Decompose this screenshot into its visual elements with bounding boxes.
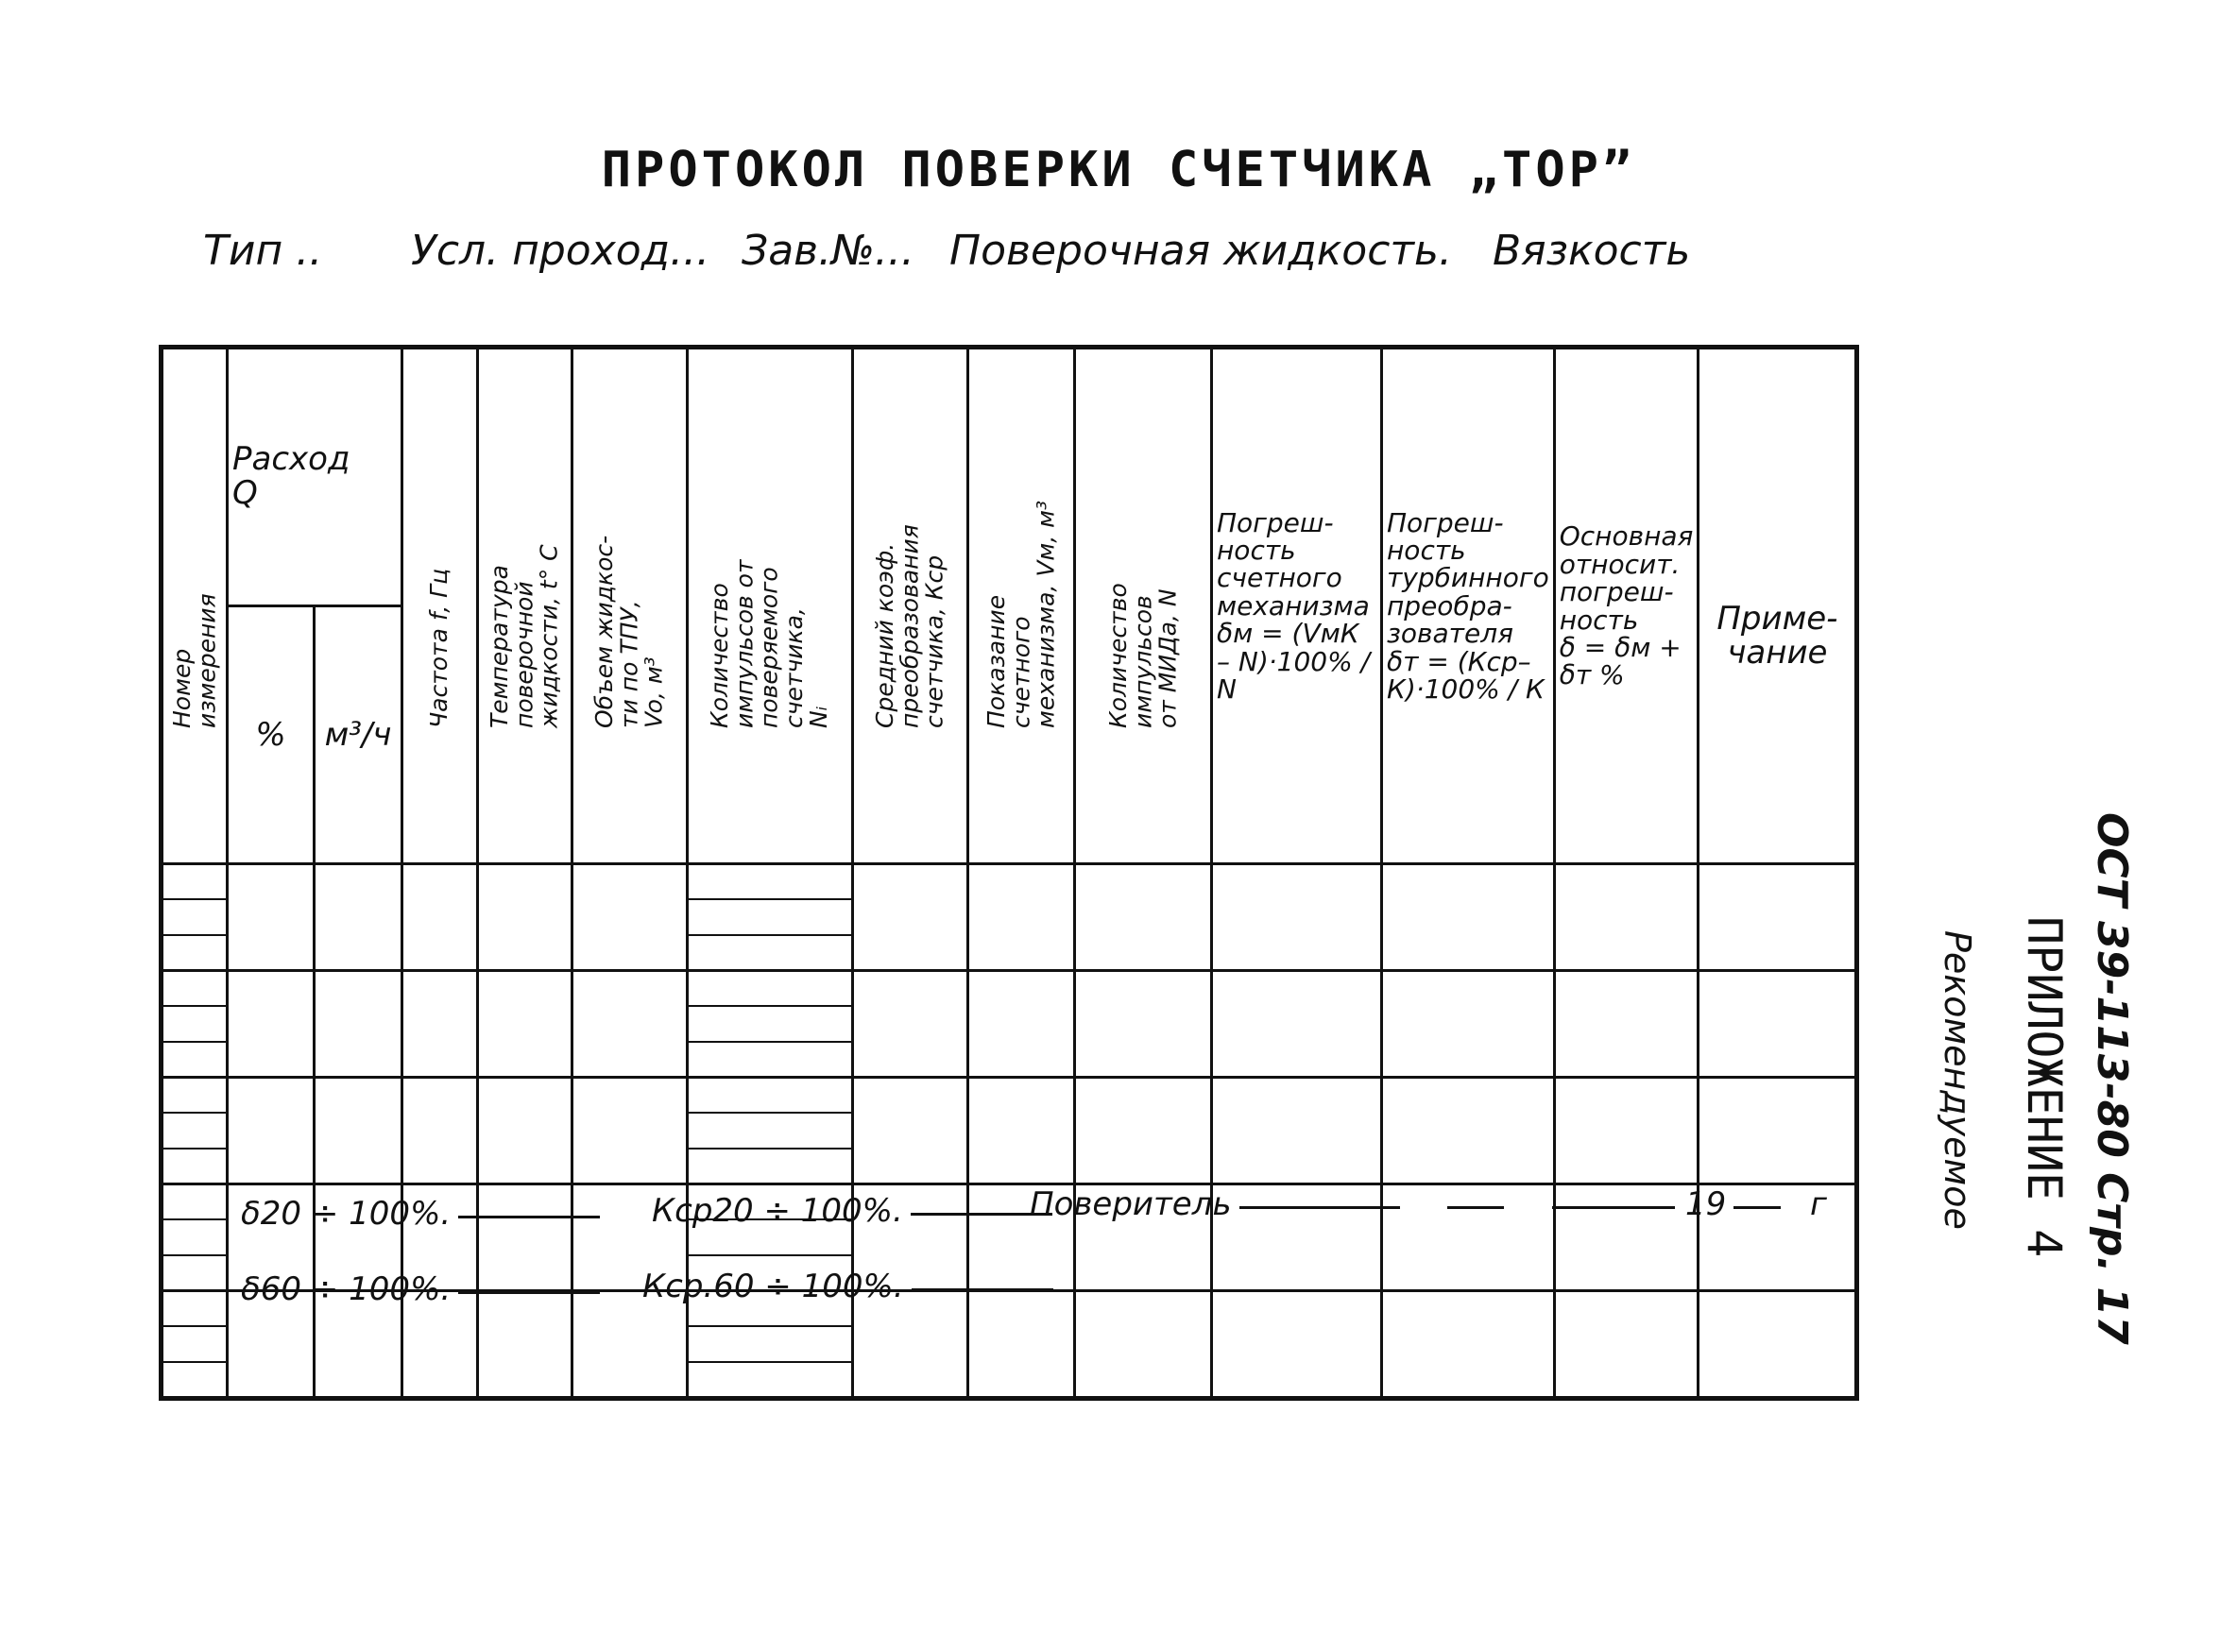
table-cell[interactable] (315, 1078, 402, 1184)
header-serial-number: Зав.№... (742, 227, 914, 275)
table-row (162, 971, 1857, 1078)
table-cell[interactable] (162, 971, 228, 1078)
col-measurement-number: Номер измерения (162, 348, 228, 864)
table-cell[interactable] (1212, 1078, 1382, 1184)
table-cell[interactable] (1699, 971, 1857, 1078)
recommended-label: Рекомендуемое (1937, 930, 1978, 1230)
table-cell[interactable] (1075, 1078, 1212, 1184)
table-cell[interactable] (1382, 864, 1555, 971)
table-cell[interactable] (1554, 864, 1699, 971)
table-cell[interactable] (1699, 1078, 1857, 1184)
col-turbine-error: Погреш- ность турбинного преобра- зователя δт = (Кср–К)·100% / К (1382, 348, 1555, 864)
blank-line[interactable] (1239, 1202, 1400, 1209)
footer-delta20: δ20 ÷ 100%. (241, 1195, 600, 1233)
table-cell[interactable] (1382, 1291, 1555, 1399)
table-cell[interactable] (228, 971, 315, 1078)
table-cell[interactable] (478, 1078, 572, 1184)
table-cell[interactable] (572, 971, 688, 1078)
header-nominal-bore: Усл. проход... (411, 227, 710, 275)
table-cell[interactable] (1212, 864, 1382, 971)
table-cell[interactable] (162, 1078, 228, 1184)
table-cell[interactable] (402, 864, 478, 971)
table-cell[interactable] (688, 1291, 853, 1399)
blank-line[interactable] (458, 1287, 600, 1294)
col-pulse-count-mid: Количество импульсов от МИДа, N (1075, 348, 1212, 864)
table-cell[interactable] (1554, 1291, 1699, 1399)
table-cell[interactable] (1382, 1078, 1555, 1184)
table-cell[interactable] (1075, 1291, 1212, 1399)
table-row (162, 864, 1857, 971)
table-cell[interactable] (688, 971, 853, 1078)
table-cell[interactable] (853, 1291, 968, 1399)
table-cell[interactable] (968, 1291, 1075, 1399)
table-cell[interactable] (228, 864, 315, 971)
footer-verifier: Поверитель 19 г (1030, 1185, 1827, 1223)
col-frequency: Частота f, Гц (402, 348, 478, 864)
table-cell[interactable] (1382, 971, 1555, 1078)
header-type: Тип .. (203, 227, 323, 275)
table-cell[interactable] (688, 864, 853, 971)
blank-line[interactable] (1733, 1202, 1781, 1209)
blank-line[interactable] (1552, 1202, 1675, 1209)
year-suffix: г (1810, 1185, 1827, 1223)
header-viscosity: Вязкость (1493, 227, 1691, 275)
blank-line[interactable] (458, 1212, 600, 1218)
table-cell[interactable] (853, 971, 968, 1078)
blank-line[interactable] (1447, 1202, 1504, 1209)
table-row (162, 1078, 1857, 1184)
table-cell[interactable] (968, 864, 1075, 971)
table-cell[interactable] (1554, 971, 1699, 1078)
table-cell[interactable] (402, 1078, 478, 1184)
col-avg-conversion-coef: Средний коэф. преобразования счетчика, Кср (853, 348, 968, 864)
table-cell[interactable] (162, 1184, 228, 1291)
table-cell[interactable] (228, 1078, 315, 1184)
table-cell[interactable] (1212, 971, 1382, 1078)
col-volume-tpu: Объем жидкос- ти по ТПУ, Vo, м³ (572, 348, 688, 864)
document-title: ПРОТОКОЛ ПОВЕРКИ СЧЕТЧИКА „ТОР” (601, 142, 1636, 198)
col-flow-m3h: м³/ч (315, 606, 402, 864)
table-cell[interactable] (478, 864, 572, 971)
year-prefix: 19 (1684, 1185, 1727, 1223)
col-flow-percent: % (228, 606, 315, 864)
table-cell[interactable] (478, 971, 572, 1078)
table-cell[interactable] (162, 864, 228, 971)
table-cell[interactable] (1699, 1291, 1857, 1399)
table-cell[interactable] (853, 864, 968, 971)
appendix-label: ПРИЛОЖЕНИЕ 4 (2017, 916, 2072, 1258)
col-flow-rate: Расход Q (228, 348, 402, 606)
verification-table (159, 345, 1859, 1401)
standard-reference: ОСТ 39-113-80 Стр. 17 (2088, 812, 2136, 1345)
table-cell[interactable] (968, 1078, 1075, 1184)
table-cell[interactable] (315, 864, 402, 971)
table-cell[interactable] (572, 864, 688, 971)
table-cell[interactable] (315, 971, 402, 1078)
table-cell[interactable] (572, 1078, 688, 1184)
footer-kcp60: Кср.60 ÷ 100%. (642, 1268, 1053, 1305)
table-cell[interactable] (1075, 971, 1212, 1078)
col-temperature: Температура поверочной жидкости, t° C (478, 348, 572, 864)
col-pulse-count-meter: Количество импульсов от поверяемого счетчика, Nᵢ (688, 348, 853, 864)
col-counter-reading: Показание счетного механизма, Vм, м³ (968, 348, 1075, 864)
col-counter-error: Погреш- ность счетного механизма δм = (VмК – N)·100% / N (1212, 348, 1382, 864)
table-cell[interactable] (688, 1078, 853, 1184)
table-cell[interactable] (968, 971, 1075, 1078)
table-cell[interactable] (402, 971, 478, 1078)
blank-line[interactable] (912, 1285, 1053, 1291)
table-cell[interactable] (162, 1291, 228, 1399)
col-relative-error: Основная относит. погреш- ность δ = δм + δт % (1554, 348, 1699, 864)
footer-kcp20: Кср20 ÷ 100%. (652, 1192, 1052, 1230)
header-test-liquid: Поверочная жидкость. (949, 227, 1452, 275)
table-cell[interactable] (1554, 1078, 1699, 1184)
table-cell[interactable] (853, 1078, 968, 1184)
footer-delta60: δ60 ÷ 100%. (241, 1270, 600, 1308)
table-cell[interactable] (1075, 864, 1212, 971)
table-cell[interactable] (1699, 864, 1857, 971)
col-note: Приме- чание (1699, 348, 1857, 864)
table-cell[interactable] (1212, 1291, 1382, 1399)
